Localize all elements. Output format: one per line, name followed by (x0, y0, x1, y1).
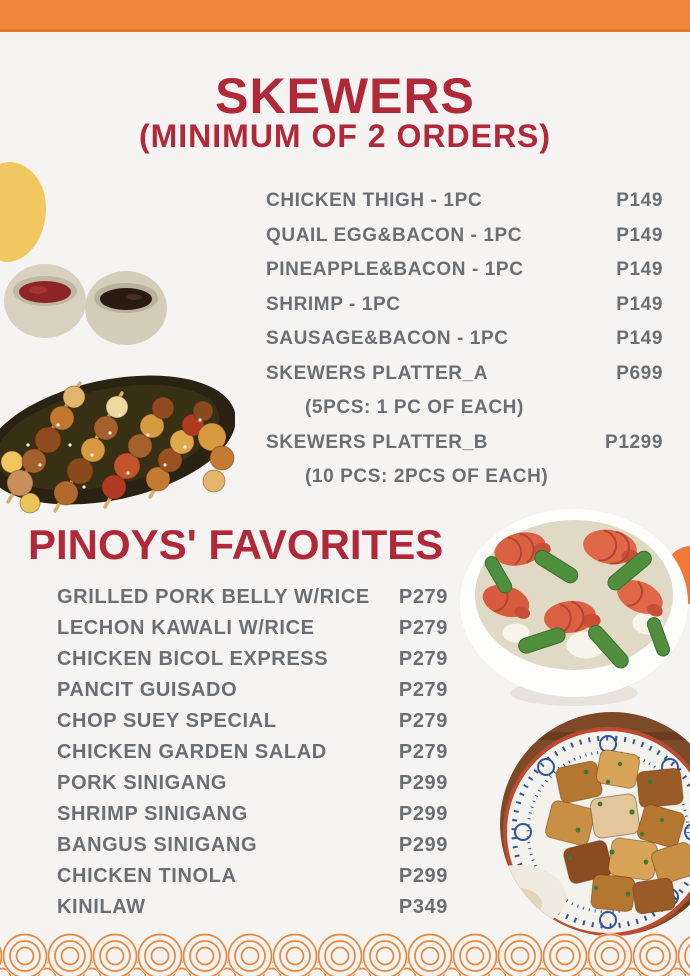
top-orange-bar (0, 0, 690, 32)
menu-item-price: P279 (398, 648, 448, 670)
menu-item-price: P279 (398, 710, 448, 732)
menu-item-label: PINEAPPLE&BACON - 1PC (266, 259, 524, 281)
menu-item-price: P149 (616, 259, 663, 281)
menu-item-label: CHICKEN BICOL EXPRESS (57, 648, 329, 670)
menu-item-row (266, 426, 663, 461)
skewers-menu-list (266, 184, 663, 495)
menu-item-row (57, 861, 448, 892)
menu-item-row (57, 644, 448, 675)
menu-item-label: GRILLED PORK BELLY W/RICE (57, 586, 370, 608)
menu-item-row (57, 675, 448, 706)
menu-item-label: SHRIMP - 1PC (266, 293, 401, 315)
menu-item-price: P349 (398, 896, 448, 918)
yellow-blob-decoration (0, 162, 46, 262)
menu-item-row (57, 582, 448, 613)
menu-item-row (57, 706, 448, 737)
skewers-platter-photo (0, 255, 235, 515)
menu-item-label: CHOP SUEY SPECIAL (57, 710, 277, 732)
menu-item-row (266, 357, 663, 392)
menu-item-row (57, 613, 448, 644)
menu-item-label: SKEWERS PLATTER_A (266, 362, 489, 384)
menu-item-row (266, 322, 663, 357)
menu-item-price: P299 (398, 772, 448, 794)
menu-item-label: PORK SINIGANG (57, 772, 228, 794)
menu-item-price: P279 (398, 679, 448, 701)
menu-item-price: P299 (398, 865, 448, 887)
menu-item-row (57, 830, 448, 861)
menu-item-row (266, 184, 663, 219)
menu-item-label: LECHON KAWALI W/RICE (57, 617, 315, 639)
menu-item-price: P149 (616, 190, 663, 212)
menu-item-price: P279 (398, 586, 448, 608)
favorites-menu-list (57, 582, 448, 923)
menu-item-price: P699 (616, 362, 663, 384)
skewers-section-subtitle: (MINIMUM OF 2 ORDERS) (138, 118, 552, 154)
menu-item-label: CHICKEN TINOLA (57, 865, 237, 887)
menu-item-label: BANGUS SINIGANG (57, 834, 258, 856)
menu-item-row (57, 737, 448, 768)
menu-item-label: PANCIT GUISADO (57, 679, 238, 701)
menu-item-price: P149 (616, 328, 663, 350)
menu-item-label: SHRIMP SINIGANG (57, 803, 248, 825)
sauce-cup-soy-icon (85, 271, 167, 345)
menu-item-row (57, 768, 448, 799)
menu-item-label: KINILAW (57, 896, 146, 918)
shrimp-sinigang-photo (458, 505, 690, 710)
menu-item-row (266, 288, 663, 323)
menu-item-row (266, 460, 663, 495)
menu-item-row (266, 253, 663, 288)
lechon-kawali-photo (500, 712, 690, 936)
menu-item-price: P279 (398, 741, 448, 763)
favorites-section-title: PINOYS' FAVORITES (28, 521, 444, 568)
menu-item-label: CHICKEN THIGH - 1PC (266, 190, 483, 212)
menu-item-price: P299 (398, 834, 448, 856)
menu-item-price: P149 (616, 293, 663, 315)
menu-item-label: SAUSAGE&BACON - 1PC (266, 328, 509, 350)
menu-item-price: P149 (616, 224, 663, 246)
menu-item-label: CHICKEN GARDEN SALAD (57, 741, 327, 763)
menu-item-label: QUAIL EGG&BACON - 1PC (266, 224, 523, 246)
menu-item-price: P279 (398, 617, 448, 639)
menu-item-label: (5PCS: 1 PC OF EACH) (305, 397, 524, 419)
menu-item-row (57, 799, 448, 830)
menu-item-row (266, 219, 663, 254)
menu-item-row (266, 391, 663, 426)
menu-item-price: P299 (398, 803, 448, 825)
scallop-wave-border (0, 906, 690, 976)
skewers-section-title: SKEWERS (215, 68, 475, 124)
menu-item-label: (10 PCS: 2PCS OF EACH) (305, 466, 549, 488)
menu-item-price: P1299 (605, 431, 663, 453)
menu-item-label: SKEWERS PLATTER_B (266, 431, 489, 453)
sauce-cup-red-icon (4, 264, 86, 338)
